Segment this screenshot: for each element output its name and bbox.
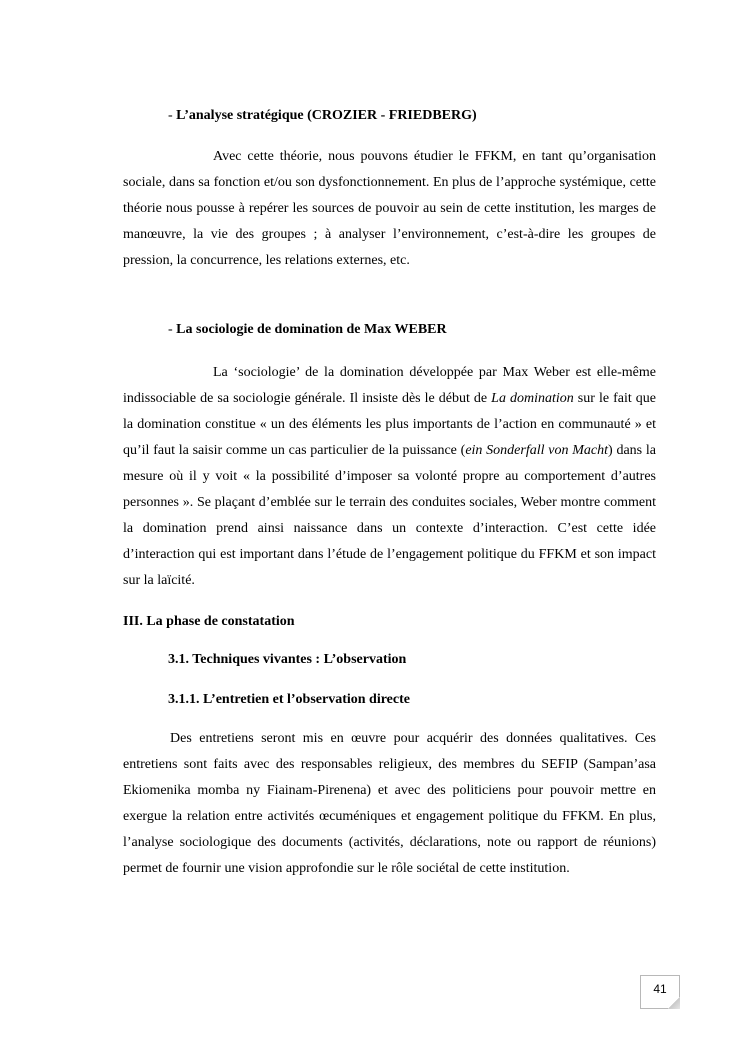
heading-dash: - xyxy=(168,322,177,337)
italic-title: La domination xyxy=(491,391,574,406)
paragraph-entretiens: Des entretiens seront mis en œuvre pour acquérir des données qualitatives. Ces entretiens sont faits avec des responsables religieux, des membres du SEFIP (Sampan’asa Ekiomenika momba ny Fiainam-Pirenena) et avec des politiciens pour pouvoir mettre en exergue la relation entre activités œcuméniques et engagement politique du FFKM. En plus, l’analyse sociologique des documents (activités, déclarations, note ou rapport de réunions) permet de fournir une vision approfondie sur le rôle sociétal de cette institution. xyxy=(123,731,656,876)
heading-weber xyxy=(168,320,447,340)
heading-phase-constatation: III. La phase de constatation xyxy=(123,614,295,629)
page-number: 41 xyxy=(653,982,667,996)
text-run: ) dans la mesure où il y voit « la possibilité d’imposer sa volonté propre au comportement d’autres personnes ». Se plaçant d’emblée sur le terrain des conduites sociales, Weber montre comment la domination prend ainsi naissance dans un contexte d’interaction. C’est cette idée d’interaction qui est important dans l’étude de l’engagement politique du FFKM et son impact sur la laïcité. xyxy=(123,443,656,588)
subheading-entretien: 3.1.1. L’entretien et l’observation directe xyxy=(168,692,410,707)
heading-title: L’analyse stratégique ( xyxy=(176,108,312,123)
heading-title: La sociologie de domination de Max WEBER xyxy=(176,322,447,337)
italic-phrase: ein Sonderfall von Macht xyxy=(465,443,609,458)
text-run: La ‘sociologie’ de la domination développée par Max Weber est elle-même indissociable de sa sociologie générale. Il insiste dès le début de xyxy=(123,365,656,406)
heading-close: ) xyxy=(472,108,477,123)
heading-authors: CROZIER - FRIEDBERG xyxy=(311,108,473,123)
heading-dash: - xyxy=(168,108,177,123)
heading-strategic-analysis xyxy=(168,106,477,126)
paragraph-weber xyxy=(123,360,656,594)
text-run: sur le fait que la domination constitue « un des éléments les plus importants de l’action en communauté » et qu’il faut la saisir comme un cas particulier de la puissance ( xyxy=(123,391,656,458)
page-number-box xyxy=(640,975,680,1009)
page-curl-icon xyxy=(668,997,680,1009)
subheading-techniques: 3.1. Techniques vivantes : L’observation xyxy=(168,652,407,667)
paragraph-strategic-analysis: Avec cette théorie, nous pouvons étudier le FFKM, en tant qu’organisation sociale, dans sa fonction et/ou son dysfonctionnement. En plus de l’approche systémique, cette théorie nous pousse à repérer les sources de pouvoir au sein de cette institution, les marges de manœuvre, la vie des groupes ; à analyser l’environnement, c’est-à-dire les groupes de pression, la concurrence, les relations externes, etc. xyxy=(123,149,656,268)
